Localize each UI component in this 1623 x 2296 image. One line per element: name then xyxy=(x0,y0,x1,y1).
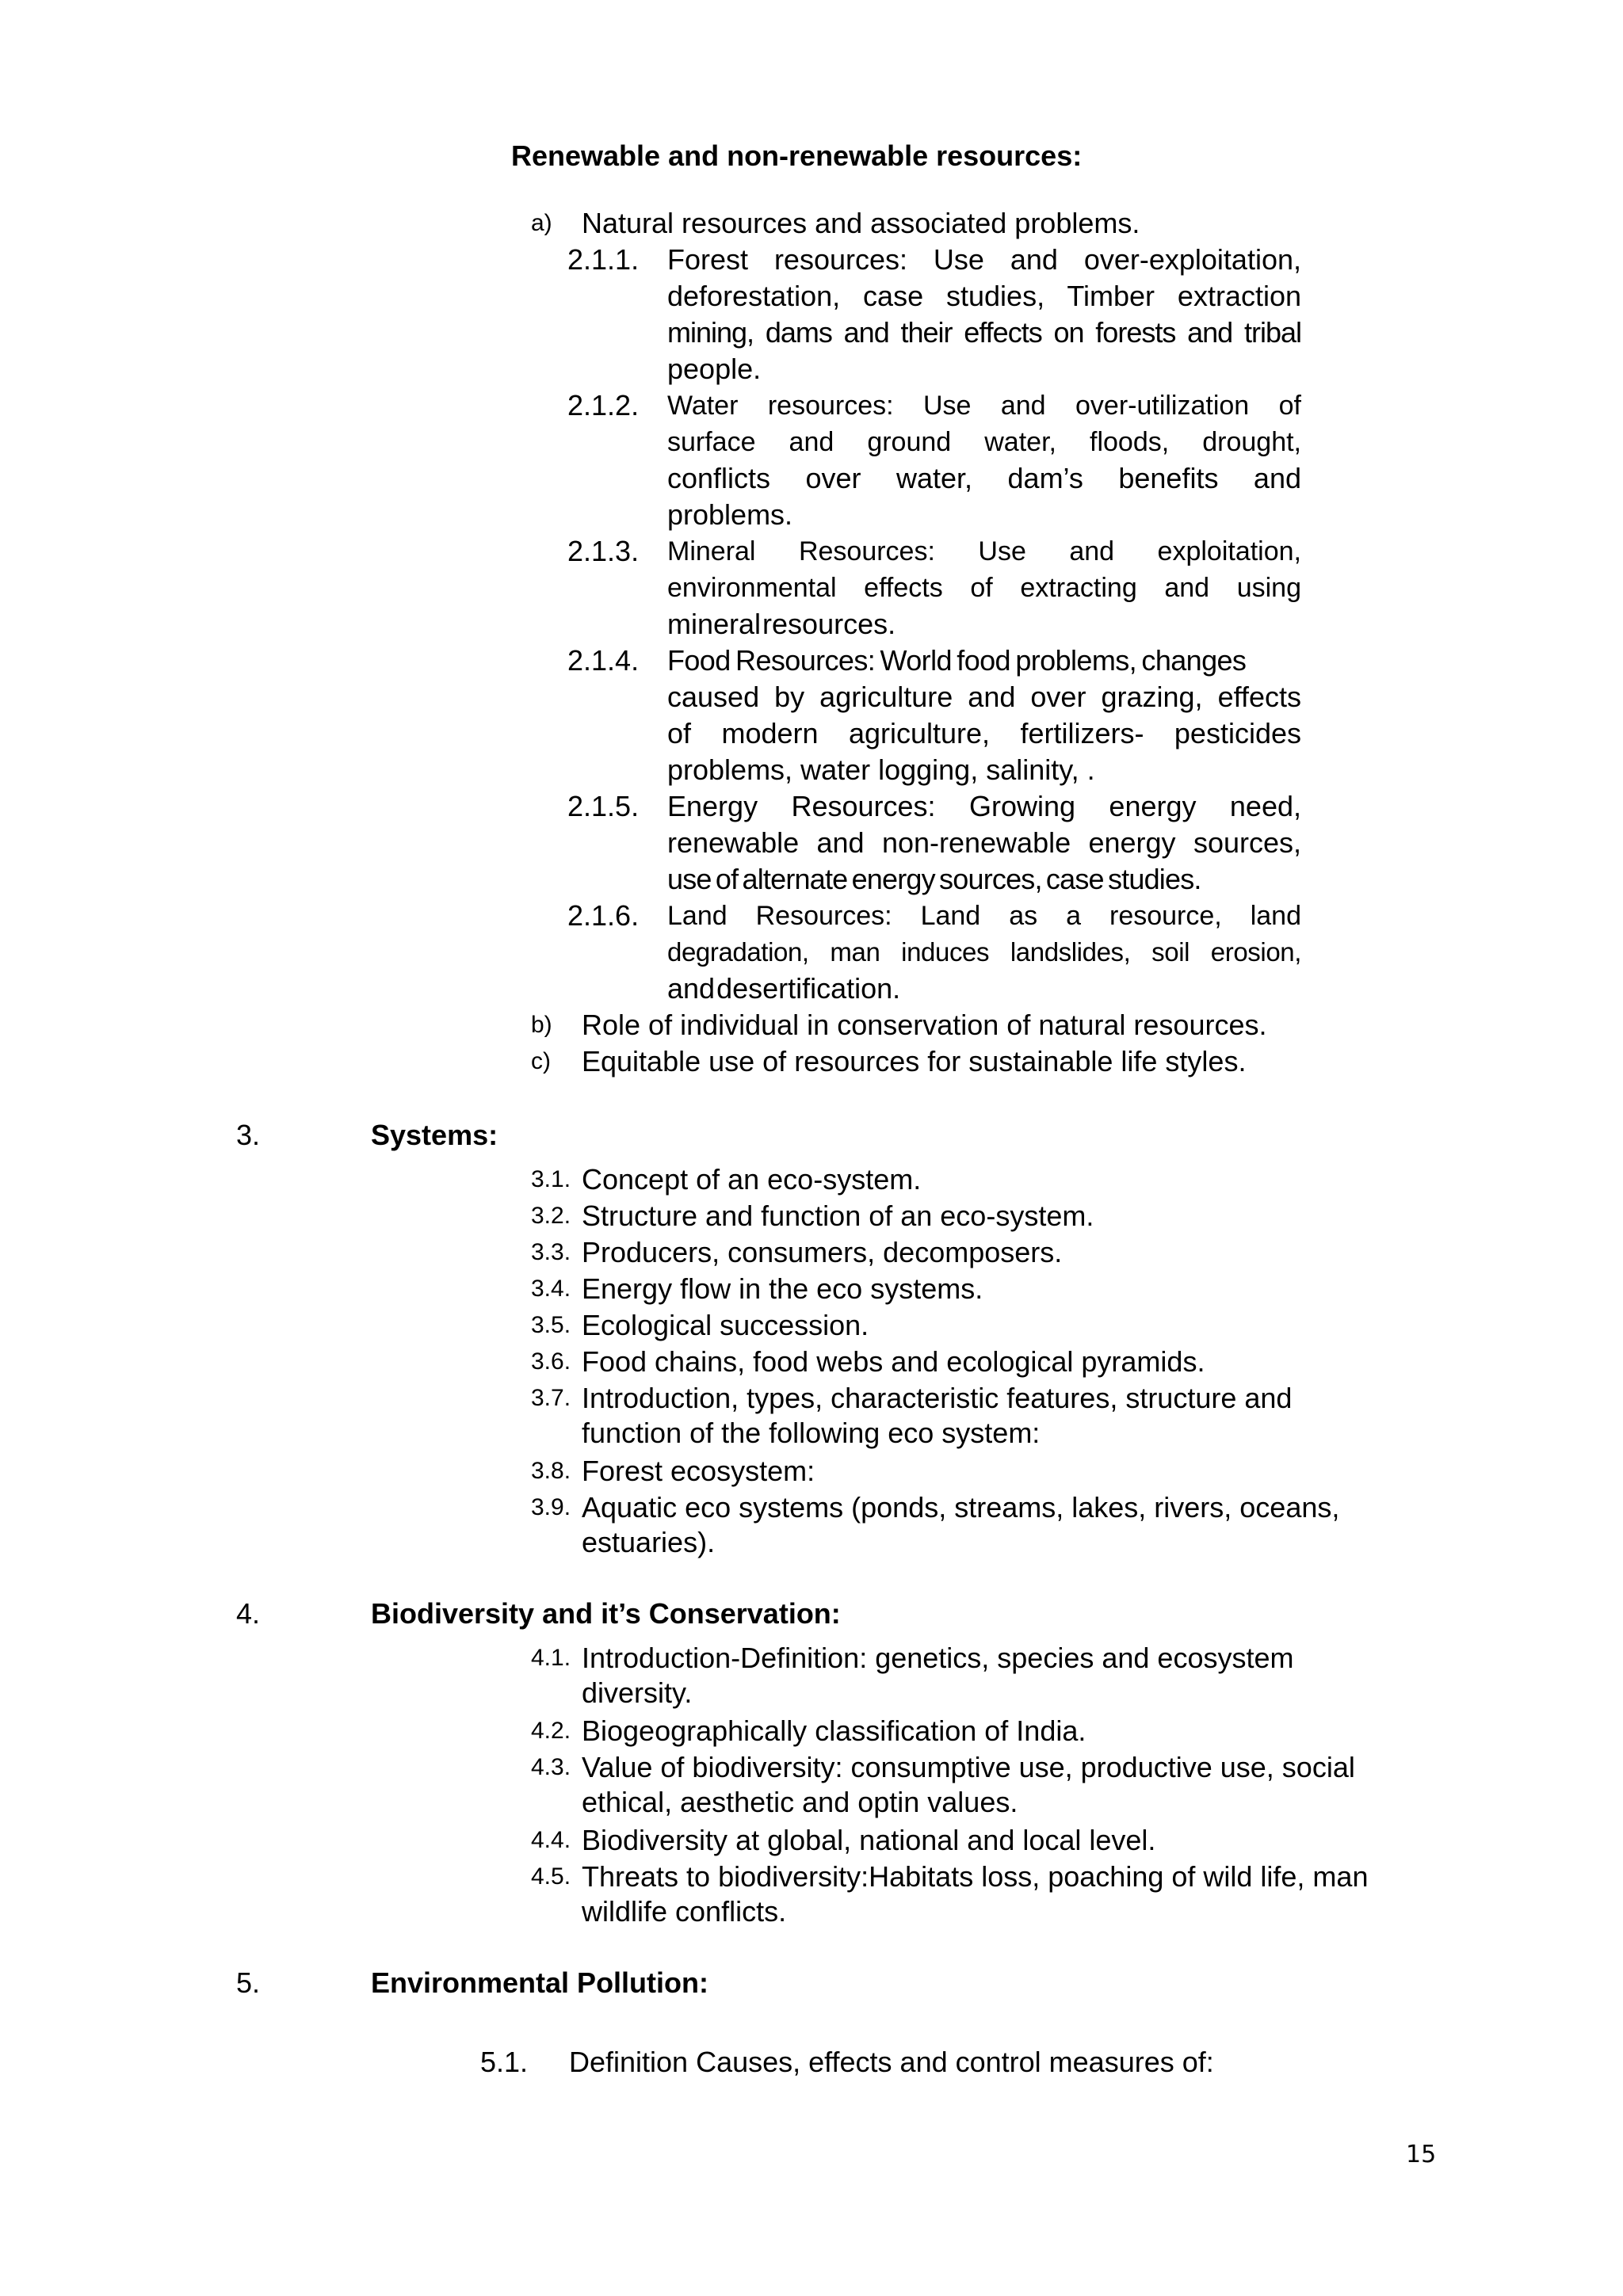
subitem-line: problems. xyxy=(667,498,793,531)
section-heading-biodiversity: Biodiversity and it’s Conservation: xyxy=(371,1597,841,1630)
item-number: 4.1. xyxy=(531,1645,571,1671)
list-item: Ecological succession. xyxy=(582,1309,869,1341)
item-number: 4.2. xyxy=(531,1718,571,1744)
subitem-2-1-3-text xyxy=(667,533,1301,643)
list-label-a: a) xyxy=(531,210,552,236)
section-number-5: 5. xyxy=(236,1966,261,1999)
list-item: Introduction, types, characteristic features, structure and xyxy=(582,1382,1293,1414)
list-item: Biodiversity at global, national and local level. xyxy=(582,1824,1156,1856)
subitem-line: Forest resources: Use and over-exploitation, xyxy=(667,243,1301,276)
subitem-line: surface and ground water, floods, drought, xyxy=(667,427,1301,457)
list-item: Aquatic eco systems (ponds, streams, lakes, rivers, oceans, xyxy=(582,1491,1340,1524)
item-number: 3.3. xyxy=(531,1239,571,1265)
list-label-c: c) xyxy=(531,1048,551,1074)
subitem-line: Food Resources: World food problems, changes xyxy=(667,644,1247,677)
item-number: 3.2. xyxy=(531,1203,571,1229)
item-number: 3.6. xyxy=(531,1348,571,1375)
subitem-number: 2.1.6. xyxy=(567,899,640,932)
page-number: 15 xyxy=(1406,2141,1437,2168)
list-item-continuation: diversity. xyxy=(582,1676,693,1709)
item-number: 5.1. xyxy=(480,2046,529,2078)
section-heading-renewable-resources: Renewable and non-renewable resources: xyxy=(511,139,1083,172)
subitem-number: 2.1.2. xyxy=(567,389,640,421)
subitem-line: deforestation, case studies, Timber extraction xyxy=(667,280,1301,312)
item-number: 3.1. xyxy=(531,1166,571,1192)
list-item-continuation: function of the following eco system: xyxy=(582,1417,1041,1449)
list-item: Producers, consumers, decomposers. xyxy=(582,1236,1063,1268)
list-item: Threats to biodiversity:Habitats loss, poaching of wild life, man xyxy=(582,1860,1369,1893)
subitem-2-1-2-text xyxy=(667,387,1301,533)
list-item: Biogeographically classification of India. xyxy=(582,1714,1086,1747)
section-number-3: 3. xyxy=(236,1119,261,1151)
section-heading-systems: Systems: xyxy=(371,1119,498,1151)
item-number: 4.4. xyxy=(531,1827,571,1853)
item-number: 3.7. xyxy=(531,1385,571,1411)
subitem-2-1-5-text xyxy=(667,788,1301,898)
subitem-number: 2.1.3. xyxy=(567,535,640,567)
subitem-2-1-4-text xyxy=(667,643,1301,788)
list-item: Energy flow in the eco systems. xyxy=(582,1272,983,1305)
subitem-line: mineral resources. xyxy=(667,608,896,640)
list-item: Introduction-Definition: genetics, species and ecosystem xyxy=(582,1642,1294,1674)
item-number: 3.8. xyxy=(531,1458,571,1484)
list-item: Forest ecosystem: xyxy=(582,1455,815,1487)
list-item-continuation: ethical, aesthetic and optin values. xyxy=(582,1786,1018,1818)
list-item-b-text: Role of individual in conservation of natural resources. xyxy=(582,1009,1267,1041)
item-number: 4.5. xyxy=(531,1863,571,1890)
subitem-line: degradation, man induces landslides, soil erosion, xyxy=(667,937,1301,967)
section-heading-pollution: Environmental Pollution: xyxy=(371,1966,709,1999)
list-item: Food chains, food webs and ecological pyramids. xyxy=(582,1345,1205,1378)
subitem-number: 2.1.4. xyxy=(567,644,640,677)
subitem-line: Energy Resources: Growing energy need, xyxy=(667,790,1301,822)
list-item: Concept of an eco-system. xyxy=(582,1163,922,1196)
list-item-continuation: estuaries). xyxy=(582,1526,716,1558)
subitem-line: and desertification. xyxy=(667,972,901,1005)
list-item-continuation: wildlife conflicts. xyxy=(582,1895,787,1928)
item-number: 3.9. xyxy=(531,1494,571,1520)
subitem-line: people. xyxy=(667,353,762,385)
list-item: Definition Causes, effects and control measures of: xyxy=(569,2046,1214,2078)
subitem-line: renewable and non-renewable energy sources, xyxy=(667,826,1301,859)
item-number: 4.3. xyxy=(531,1754,571,1780)
subitem-line: Mineral Resources: Use and exploitation, xyxy=(667,536,1301,566)
subitem-2-1-1-text xyxy=(667,242,1301,387)
list-item-a-text: Natural resources and associated problems. xyxy=(582,207,1140,239)
subitem-line: of modern agriculture, fertilizers- pesticides xyxy=(667,717,1301,749)
subitem-line: caused by agriculture and over grazing, effects xyxy=(667,681,1301,713)
list-item-c-text: Equitable use of resources for sustainable life styles. xyxy=(582,1045,1247,1077)
subitem-2-1-6-text xyxy=(667,898,1301,1007)
subitem-line: mining, dams and their effects on forests and tribal xyxy=(667,316,1301,349)
subitem-line: conflicts over water, dam’s benefits and xyxy=(667,462,1301,494)
list-item: Structure and function of an eco-system. xyxy=(582,1199,1094,1232)
item-number: 3.4. xyxy=(531,1276,571,1302)
item-number: 3.5. xyxy=(531,1312,571,1338)
section-number-4: 4. xyxy=(236,1597,261,1630)
list-item: Value of biodiversity: consumptive use, productive use, social xyxy=(582,1751,1355,1783)
list-label-b: b) xyxy=(531,1012,552,1038)
subitem-line: Land Resources: Land as a resource, land xyxy=(667,901,1301,931)
subitem-line: Water resources: Use and over-utilization of xyxy=(667,391,1301,421)
subitem-line: environmental effects of extracting and using xyxy=(667,573,1301,603)
subitem-number: 2.1.5. xyxy=(567,790,640,822)
subitem-line: problems, water logging, salinity, . xyxy=(667,753,1095,786)
subitem-line: use of alternate energy sources, case studies. xyxy=(667,863,1201,895)
subitem-number: 2.1.1. xyxy=(567,243,640,276)
